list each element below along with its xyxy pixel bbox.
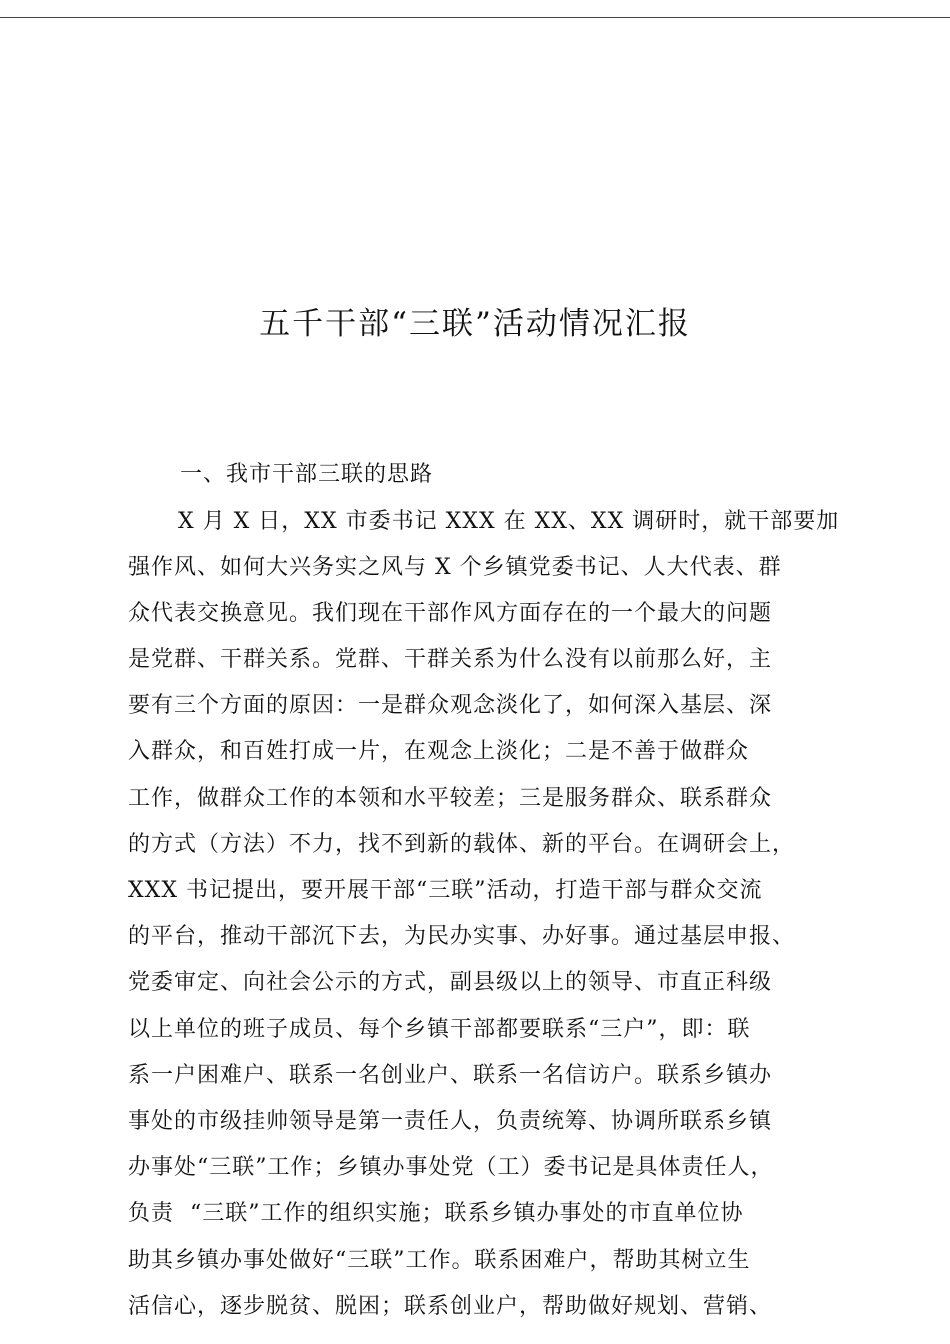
paragraph-line: 众代表交换意见。我们现在干部作风方面存在的一个最大的问题 bbox=[128, 601, 773, 626]
paragraph-line: 以上单位的班子成员、每个乡镇干部都要联系“三户”，即：联 bbox=[128, 1017, 751, 1042]
paragraph-line: 的方式（方法）不力，找不到新的载体、新的平台。在调研会上， bbox=[128, 832, 796, 857]
paragraph-line: 是党群、干群关系。党群、干群关系为什么没有以前那么好，主 bbox=[128, 647, 773, 672]
paragraph-line: XXX 书记提出，要开展干部“三联”活动，打造干部与群众交流 bbox=[128, 878, 763, 903]
paragraph-line: X 月 X 日，XX 市委书记 XXX 在 XX、XX 调研时，就干部要加 bbox=[178, 509, 840, 534]
paragraph-line: 事处的市级挂帅领导是第一责任人，负责统筹、协调所联系乡镇 bbox=[128, 1109, 773, 1134]
paragraph-line: 办事处“三联”工作；乡镇办事处党（工）委书记是具体责任人， bbox=[128, 1155, 774, 1180]
paragraph-line: 党委审定、向社会公示的方式，副县级以上的领导、市直正科级 bbox=[128, 970, 773, 995]
section-heading: 一、我市干部三联的思路 bbox=[180, 462, 434, 487]
paragraph-line: 的平台，推动干部沉下去，为民办实事、办好事。通过基层申报、 bbox=[128, 924, 796, 949]
paragraph-line: 活信心，逐步脱贫、脱困；联系创业户，帮助做好规划、营销、 bbox=[128, 1294, 773, 1319]
header-rule bbox=[0, 17, 950, 18]
paragraph-line: 系一户困难户、联系一名创业户、联系一名信访户。联系乡镇办 bbox=[128, 1063, 773, 1088]
paragraph-line: 工作，做群众工作的本领和水平较差；三是服务群众、联系群众 bbox=[128, 786, 773, 811]
paragraph-line: 助其乡镇办事处做好“三联”工作。联系困难户，帮助其树立生 bbox=[128, 1248, 751, 1273]
paragraph-line: 入群众，和百姓打成一片，在观念上淡化；二是不善于做群众 bbox=[128, 739, 750, 764]
paragraph-line: 强作风、如何大兴务实之风与 X 个乡镇党委书记、人大代表、群 bbox=[128, 555, 782, 580]
paragraph-line: 负责 “三联”工作的组织实施；联系乡镇办事处的市直单位协 bbox=[128, 1201, 744, 1226]
document-title: 五千干部“三联”活动情况汇报 bbox=[259, 306, 691, 342]
paragraph-line: 要有三个方面的原因：一是群众观念淡化了，如何深入基层、深 bbox=[128, 693, 773, 718]
